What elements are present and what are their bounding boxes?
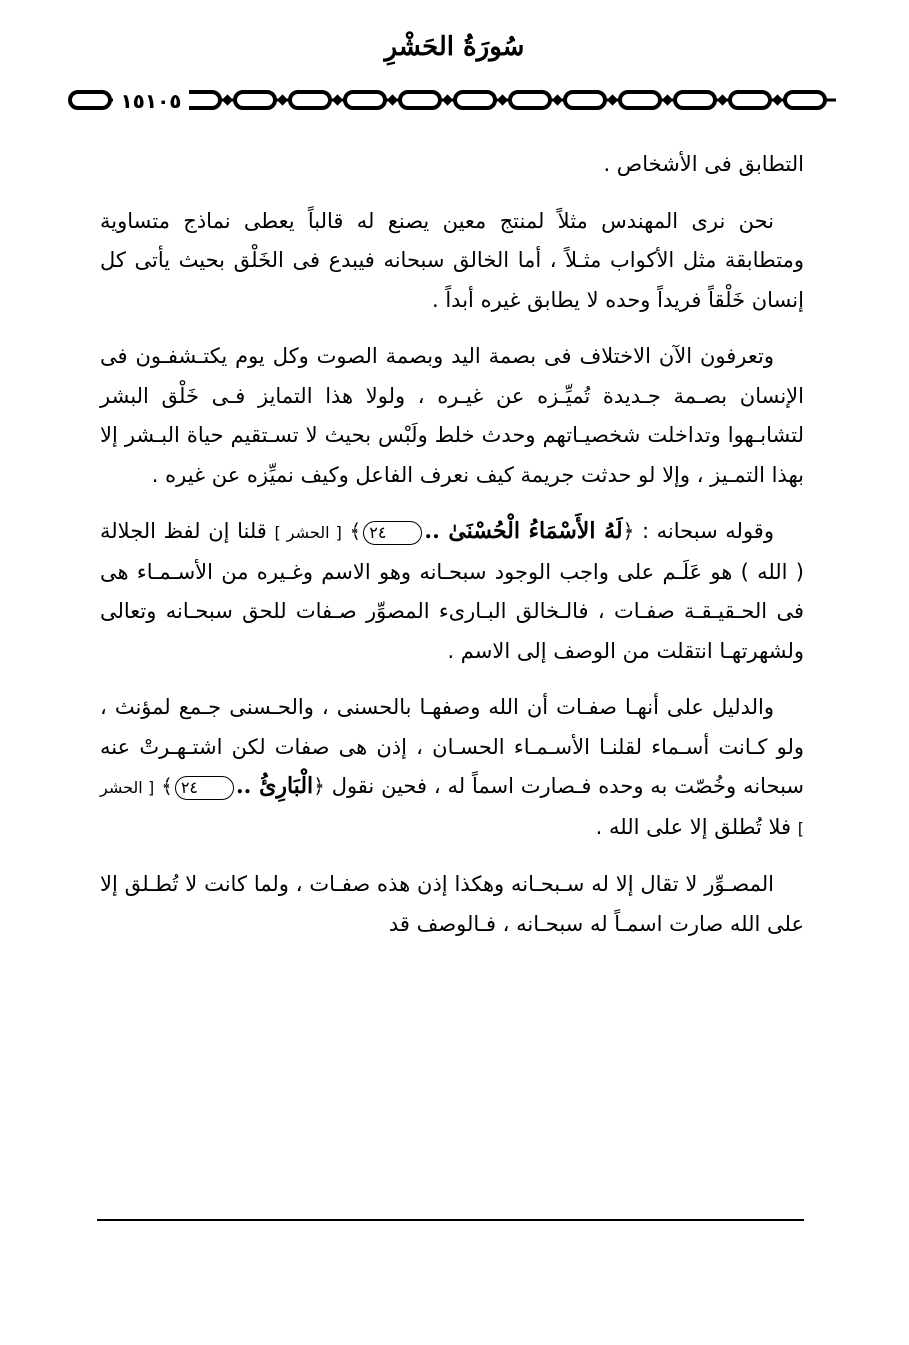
page-number: ١٥١٠٥ <box>113 88 189 114</box>
chain-diamond <box>772 94 783 105</box>
ayah-number: ٢٤ <box>175 776 234 800</box>
chain-diamond <box>552 94 563 105</box>
paragraph-6: المصـوِّر لا تقال إلا له سـبحـانه وهكذا إذن هذه صفـات ، ولما كانت لا تُطـلق إلا على الله صارت اسمـاً له سبحـانه ، فـالوصف قد <box>100 872 804 936</box>
chain-link <box>290 92 330 108</box>
chain-link <box>620 92 660 108</box>
surah-reference: [ الحشر ] <box>100 778 804 838</box>
quran-verse: لَهُ الأَسْمَاءُ الْحُسْنَىٰ .. <box>424 518 623 544</box>
chain-diamond <box>497 94 508 105</box>
paragraph-2: نحن نرى المهندس مثلاً لمنتج معين يصنع له قالباً يعطى نماذج متساوية ومتطابقة مثل الأكواب مثـلاً ، أما الخالق سبحانه فيبدع فى الخَلْق بحيث يأتى كل إنسان خَلْقاً فريداً وحده لا يطابق غيره أبداً . <box>100 208 804 312</box>
chain-diamond <box>662 94 673 105</box>
chain-diamond <box>277 94 288 105</box>
chain-diamond <box>607 94 618 105</box>
chain-diamond <box>442 94 453 105</box>
paragraph-3: وتعرفون الآن الاختلاف فى بصمة اليد وبصمة الصوت وكل يوم يكتـشفـون فى الإنسان بصـمة جـديدة تُميِّـزه عن غيـره ، ولولا هذا التمايز فـى خَلْق البشر لتشابـهوا وتداخلت شخصيـاتهم وحدث خلط ولَبْس بحيث لا تسـتقيم حياة البـشر إلا بهذا التمـيز ، وإلا لو حدثت جريمة كيف نعرف الفاعل وكيف نميِّزه عن غيره . <box>100 344 804 487</box>
page-header <box>0 26 909 116</box>
chain-link <box>510 92 550 108</box>
chain-link <box>730 92 770 108</box>
chain-link <box>785 92 825 108</box>
chain-link <box>235 92 275 108</box>
paragraph-4-rest: قلنا إن لفظ الجلالة ( الله ) هو عَلَـم على واجب الوجود سبحـانه وهو الاسم وغـيره من الأسـمـاء هى فى الحـقيـقـة صفـات ، فالـخالق البـارىء المصوِّر صـفات للحق سبحـانه وتعالى ولشهرتهـا انتقلت من الوصف إلى الاسم . <box>100 519 804 663</box>
chain-link <box>565 92 605 108</box>
quran-verse: الْبَارِئُ .. <box>236 773 314 799</box>
chain-link <box>675 92 715 108</box>
paragraph-5-lead: والدليل على أنهـا صفـات أن الله وصفهـا بالحسنى ، والحـسنى جـمع لمؤنث ، ولو كـانت أسـماء لقلنـا الأسـمـاء الحسـان ، إذن هى صفات لكن اشتـهـرتْ عنه سبحانه وخُصّت به وحده فـصارت اسماً له ، فحين نقول <box>100 695 804 798</box>
paragraph-1: التطابق فى الأشخاص . <box>603 152 804 176</box>
paragraph-5 <box>100 688 804 848</box>
quran-open-bracket: ﴿ <box>313 774 325 798</box>
chain-diamond <box>222 94 233 105</box>
chain-diamond <box>332 94 343 105</box>
quran-open-bracket: ﴿ <box>622 519 635 543</box>
chain-link <box>400 92 440 108</box>
chain-diamond <box>387 94 398 105</box>
surah-title: سُورَةُ الحَشْرِ <box>384 32 525 62</box>
paragraph-5-rest: فلا تُطلق إلا على الله . <box>595 814 792 839</box>
quran-close-bracket: ﴾ <box>349 519 362 543</box>
paragraph-4 <box>100 512 804 671</box>
ayah-number: ٢٤ <box>363 521 422 545</box>
chain-diamond <box>717 94 728 105</box>
footnote-divider <box>97 1219 804 1221</box>
surah-reference: [ الحشر ] <box>274 523 342 542</box>
paragraph-4-lead: وقوله سبحانه : <box>641 519 774 543</box>
chain-link <box>455 92 495 108</box>
chain-link <box>70 92 110 108</box>
page-body <box>100 145 804 961</box>
chain-link <box>345 92 385 108</box>
quran-close-bracket: ﴾ <box>161 774 173 798</box>
